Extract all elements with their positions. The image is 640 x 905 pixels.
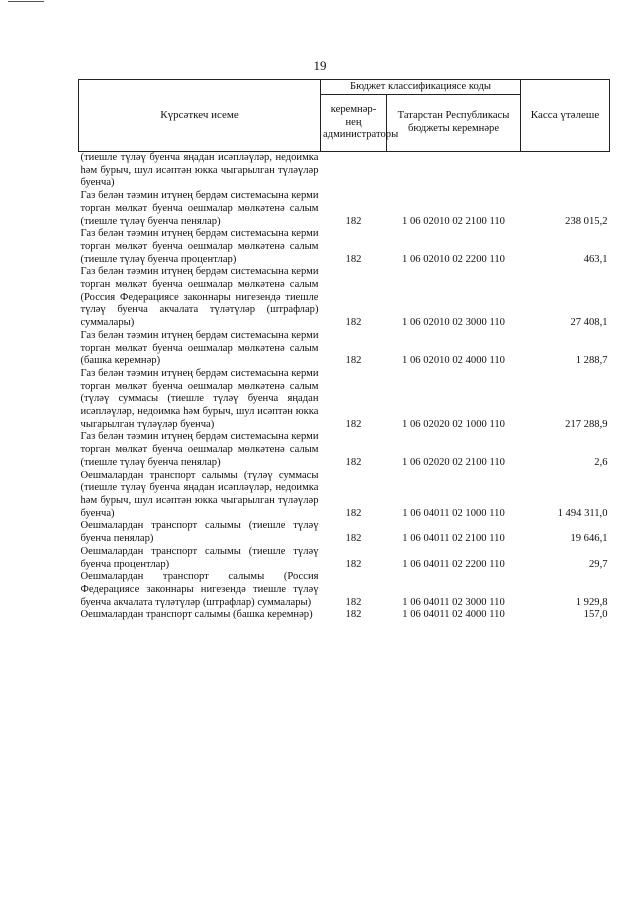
budget-table — [78, 79, 610, 622]
row-indicator-name: Оешмалардан транспорт салымы (тиешле түләү буенча процентлар) — [80, 545, 319, 570]
header-cash-execution: Касса үтәлеше — [521, 80, 610, 152]
row-admin-code: 182 — [345, 609, 362, 621]
header-revenue-code: Татарстан Республикасы бюджеты керемнәре — [387, 95, 521, 152]
row-revenue-code: 1 06 02010 02 2200 110 — [402, 253, 505, 265]
row-indicator-name: Газ белән тәэмин итүнең бердәм системасына керми торган мөлкәт буенча оешмалар мөлкәтенә салым (тиешле түләү буенча пенялар) — [80, 431, 319, 468]
row-admin-code: 182 — [345, 596, 362, 608]
row-indicator-name: Оешмалардан транспорт салымы (башка керемнәр) — [80, 609, 313, 621]
table-row — [79, 330, 610, 368]
row-revenue-code: 1 06 02010 02 2100 110 — [402, 215, 505, 227]
corner-mark — [8, 1, 44, 2]
row-indicator-name: Газ белән тәэмин итүнең бердәм системасына керми торган мөлкәт буенча оешмалар мөлкәтенә салым (башка керемнәр) — [80, 329, 319, 367]
table-row — [79, 431, 610, 469]
row-indicator-name: Оешмалардан транспорт салымы (тиешле түләү буенча пенялар) — [80, 520, 319, 545]
row-cash-amount: 157,0 — [583, 609, 608, 621]
row-admin-code: 182 — [345, 558, 362, 570]
table-row — [79, 228, 610, 266]
row-revenue-code: 1 06 02010 02 3000 110 — [402, 317, 505, 329]
row-cash-amount: 27 408,1 — [570, 317, 608, 329]
table-row — [79, 190, 610, 228]
row-cash-amount — [521, 152, 610, 191]
row-indicator-name: Оешмалардан транспорт салымы (түләү суммасы (тиешле түләү буенча яңадан исәпләүләр, недоимка һәм бурыч, шул исәптән юкка чыгарылган түләүләр буенча) — [80, 469, 319, 519]
row-admin-code: 182 — [345, 456, 362, 468]
table-row — [79, 546, 610, 571]
row-admin-code — [321, 152, 387, 191]
row-indicator-name: Газ белән тәэмин итүнең бердәм системасына керми торган мөлкәт буенча оешмалар мөлкәтенә салым (түләү суммасы (тиешле түләү буенча яңадан исәпләүләр, недоимка һәм бурыч, шул исәптән юкка чыгарылган түләүләр буенча) — [80, 367, 319, 430]
row-revenue-code: 1 06 04011 02 4000 110 — [402, 609, 505, 621]
table-row — [79, 266, 610, 330]
row-cash-amount: 1 929,8 — [575, 596, 608, 608]
row-revenue-code: 1 06 02020 02 2100 110 — [402, 456, 505, 468]
row-admin-code: 182 — [345, 215, 362, 227]
row-revenue-code: 1 06 04011 02 3000 110 — [402, 596, 505, 608]
row-indicator-name: Газ белән тәэмин итүнең бердәм системасына керми торган мөлкәт буенча оешмалар мөлкәтенә салым (тиешле түләү буенча пенялар) — [80, 190, 319, 227]
header-revenue-administrator: керемнәр-нең администраторы — [321, 95, 387, 152]
row-indicator-name: Газ белән тәэмин итүнең бердәм системасына керми торган мөлкәт буенча оешмалар мөлкәтенә салым (тиешле түләү буенча процентлар) — [80, 228, 319, 265]
page-number: 19 — [313, 58, 327, 73]
row-admin-code: 182 — [345, 533, 362, 545]
row-cash-amount: 1 288,7 — [575, 355, 608, 367]
header-indicator-name: Күрсәткеч исеме — [79, 80, 321, 152]
table-row — [79, 520, 610, 545]
row-cash-amount: 1 494 311,0 — [557, 507, 608, 519]
table-row — [79, 368, 610, 432]
row-revenue-code: 1 06 04011 02 2100 110 — [402, 533, 505, 545]
row-admin-code: 182 — [345, 418, 362, 430]
row-revenue-code: 1 06 04011 02 2200 110 — [402, 558, 505, 570]
row-admin-code: 182 — [345, 355, 362, 367]
row-admin-code: 182 — [345, 253, 362, 265]
row-revenue-code: 1 06 02010 02 4000 110 — [402, 355, 505, 367]
row-revenue-code — [387, 152, 521, 191]
row-indicator-name: Оешмалардан транспорт салымы (Россия Федерациясе законнары нигезендә тиешле түләү буенча акчалата түләтүләр (штрафлар) суммалары) — [80, 571, 319, 608]
table-row — [79, 571, 610, 609]
row-cash-amount: 217 288,9 — [565, 418, 608, 430]
row-cash-amount: 238 015,2 — [565, 215, 608, 227]
header-budget-classification-code: Бюджет классификациясе коды — [321, 80, 521, 95]
row-admin-code: 182 — [345, 507, 362, 519]
row-cash-amount: 19 646,1 — [570, 533, 608, 545]
row-admin-code: 182 — [345, 317, 362, 329]
row-cash-amount: 29,7 — [588, 558, 608, 570]
row-cash-amount: 2,6 — [594, 456, 608, 468]
table-row — [79, 609, 610, 622]
row-indicator-name: (тиешле түләү буенча яңадан исәпләүләр, недоимка һәм бурыч, шул исәптән юкка чыгарылган түләүләр буенча) — [80, 152, 319, 189]
table-row — [79, 152, 610, 191]
row-revenue-code: 1 06 02020 02 1000 110 — [402, 418, 505, 430]
row-indicator-name: Газ белән тәэмин итүнең бердәм системасына керми торган мөлкәт буенча оешмалар мөлкәтенә салым (Россия Федерациясе законнары нигезендә тиешле түләү буенча акчалата түләтүләр (штрафлар) суммалары) — [80, 266, 319, 329]
table-row — [79, 470, 610, 521]
row-revenue-code: 1 06 04011 02 1000 110 — [402, 507, 505, 519]
row-cash-amount: 463,1 — [583, 253, 608, 265]
